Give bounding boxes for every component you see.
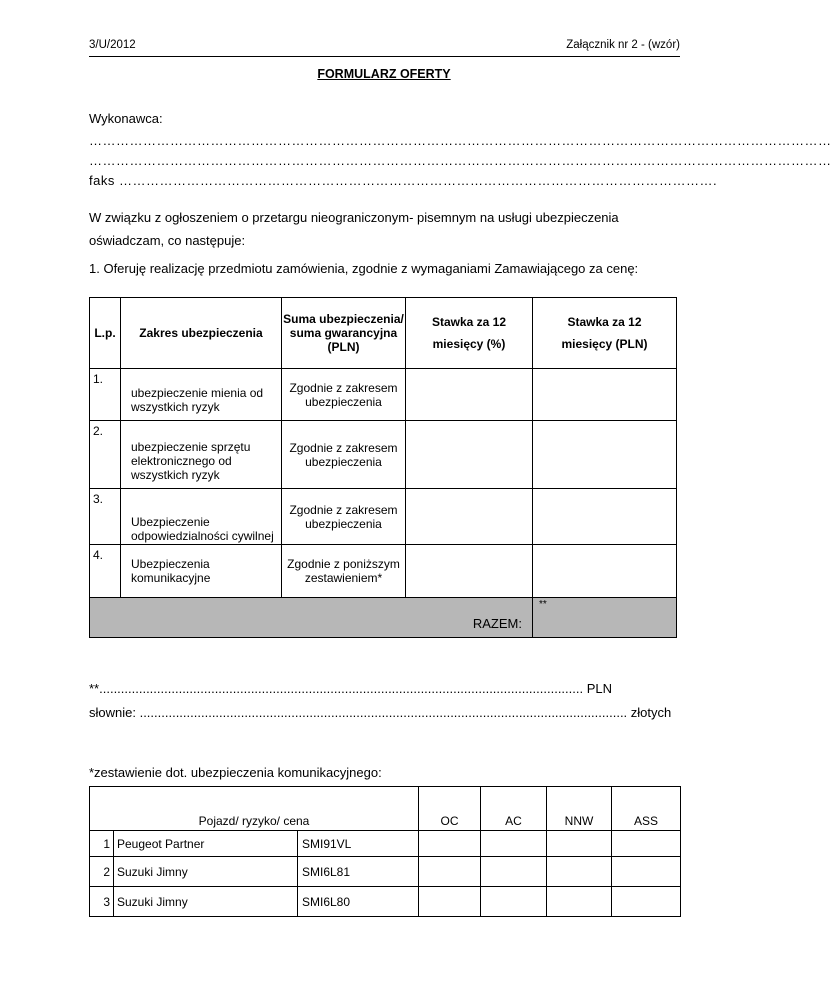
intro-line-2: oświadczam, co następuje: <box>89 233 246 248</box>
vehicle-nnw-cell[interactable] <box>547 831 612 857</box>
vehicle-table <box>89 786 681 917</box>
row-stawka-pct-cell[interactable] <box>406 369 533 421</box>
header-oc: OC <box>419 787 481 831</box>
header-stawka-pct-line-1: Stawka za 12 <box>431 315 507 329</box>
row-lp: 3. <box>90 489 121 545</box>
table-row <box>90 369 677 421</box>
row-stawka-pln-cell[interactable] <box>533 421 677 489</box>
header-stawka-pln-line-1: Stawka za 12 <box>567 315 642 329</box>
header-pojazd: Pojazd/ ryzyko/ cena <box>90 787 419 831</box>
table-row <box>90 831 681 857</box>
wykonawca-line-1: ………………………………………………………………………………………………………………………………………………… <box>89 133 832 148</box>
vehicle-oc-cell[interactable] <box>419 887 481 917</box>
attachment-label: Załącznik nr 2 - (wzór) <box>566 39 680 51</box>
header-nnw: NNW <box>547 787 612 831</box>
row-stawka-pct-cell[interactable] <box>406 421 533 489</box>
header-divider <box>89 56 680 57</box>
header-stawka-pct-line-2: miesięcy (%) <box>432 337 506 351</box>
zestawienie-label: *zestawienie dot. ubezpieczenia komunikacyjnego: <box>89 765 382 780</box>
row-stawka-pln-cell[interactable] <box>533 369 677 421</box>
vehicle-nr: 2 <box>90 857 114 887</box>
vehicle-reg: SMI91VL <box>298 831 419 857</box>
vehicle-nnw-cell[interactable] <box>547 857 612 887</box>
vehicle-nr: 3 <box>90 887 114 917</box>
slownie-line: słownie: ....................................................................................................................................... złotych <box>89 705 672 720</box>
vehicle-ac-cell[interactable] <box>481 887 547 917</box>
header-ass: ASS <box>612 787 681 831</box>
header-stawka-pln <box>533 298 677 369</box>
row-zakres: ubezpieczenie mienia od wszystkich ryzyk <box>121 369 282 421</box>
row-zakres: Ubezpieczenie odpowiedzialności cywilnej <box>121 489 282 545</box>
vehicle-ass-cell[interactable] <box>612 857 681 887</box>
vehicle-reg: SMI6L81 <box>298 857 419 887</box>
vehicle-nr: 1 <box>90 831 114 857</box>
header-suma: Suma ubezpieczenia/ suma gwarancyjna (PLN) <box>282 298 406 369</box>
offer-table <box>89 297 677 638</box>
header-stawka-pct <box>406 298 533 369</box>
faks-line: faks ……………………………………………………………………………………………………………………. <box>89 173 718 188</box>
razem-row <box>90 598 677 638</box>
row-stawka-pln-cell[interactable] <box>533 489 677 545</box>
table-row <box>90 489 677 545</box>
row-lp: 4. <box>90 545 121 598</box>
razem-total-cell[interactable]: ** <box>533 598 677 638</box>
vehicle-ac-cell[interactable] <box>481 831 547 857</box>
wykonawca-label: Wykonawca: <box>89 111 163 126</box>
row-zakres: ubezpieczenie sprzętu elektronicznego od wszystkich ryzyk <box>121 421 282 489</box>
document-code: 3/U/2012 <box>89 39 136 51</box>
vehicle-nnw-cell[interactable] <box>547 887 612 917</box>
row-suma: Zgodnie z zakresem ubezpieczenia <box>282 421 406 489</box>
vehicle-table-header <box>90 787 681 831</box>
vehicle-ac-cell[interactable] <box>481 857 547 887</box>
row-stawka-pct-cell[interactable] <box>406 489 533 545</box>
row-suma: Zgodnie z zakresem ubezpieczenia <box>282 369 406 421</box>
row-zakres: Ubezpieczenia komunikacyjne <box>121 545 282 598</box>
vehicle-name: Suzuki Jimny <box>114 857 298 887</box>
table-row <box>90 421 677 489</box>
table-row <box>90 545 677 598</box>
vehicle-ass-cell[interactable] <box>612 887 681 917</box>
header-stawka-pln-line-2: miesięcy (PLN) <box>561 337 648 351</box>
table-row <box>90 857 681 887</box>
row-lp: 2. <box>90 421 121 489</box>
vehicle-oc-cell[interactable] <box>419 831 481 857</box>
vehicle-name: Peugeot Partner <box>114 831 298 857</box>
wykonawca-line-2: ………………………………………………………………………………………………………………………………………………… <box>89 153 832 168</box>
point-1: 1. Oferuję realizację przedmiotu zamówienia, zgodnie z wymaganiami Zamawiającego za cenę: <box>89 261 639 276</box>
header-ac: AC <box>481 787 547 831</box>
vehicle-name: Suzuki Jimny <box>114 887 298 917</box>
row-stawka-pln-cell[interactable] <box>533 545 677 598</box>
header-lp: L.p. <box>90 298 121 369</box>
pln-amount-line: **...................................................................................................................................... PLN <box>89 681 613 696</box>
form-title: FORMULARZ OFERTY <box>317 67 451 81</box>
header-zakres: Zakres ubezpieczenia <box>121 298 282 369</box>
row-lp: 1. <box>90 369 121 421</box>
row-suma: Zgodnie z zakresem ubezpieczenia <box>282 489 406 545</box>
intro-line-1: W związku z ogłoszeniem o przetargu nieograniczonym- pisemnym na usługi ubezpieczenia <box>89 210 619 225</box>
vehicle-reg: SMI6L80 <box>298 887 419 917</box>
razem-label: RAZEM: <box>90 598 533 638</box>
row-suma: Zgodnie z poniższym zestawieniem* <box>282 545 406 598</box>
vehicle-ass-cell[interactable] <box>612 831 681 857</box>
table-row <box>90 887 681 917</box>
row-stawka-pct-cell[interactable] <box>406 545 533 598</box>
offer-table-header <box>90 298 677 369</box>
vehicle-oc-cell[interactable] <box>419 857 481 887</box>
